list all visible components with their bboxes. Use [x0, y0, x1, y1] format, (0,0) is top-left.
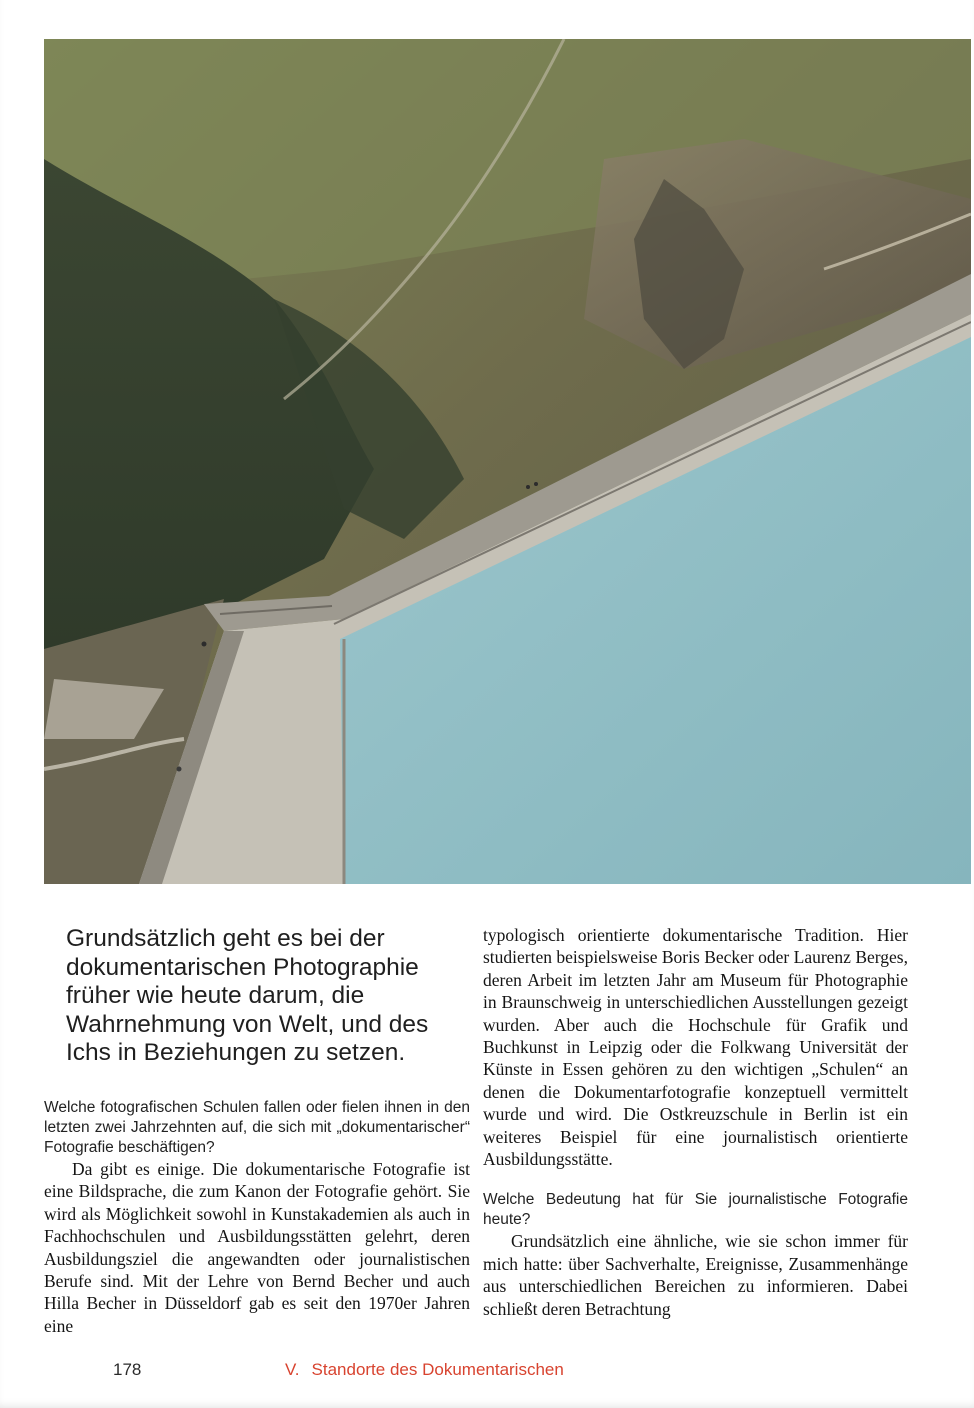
dam-photograph [44, 39, 971, 884]
interview-answer-1: Da gibt es einige. Die dokumentarische Fotografie ist eine Bildsprache, die zum Kanon der Fotografie gehört. Sie wird als Möglichkeit sowohl in Kunstakademien als auch in Fachhochschulen und Ausbildungsstätten gelehrt, deren Ausbildungsziel die angewandten oder journalistischen Berufe sind. Mit der Lehre von Bernd Becher und auch Hilla Becher in Düsseldorf gab es seit den 1970er Jahren eine [44, 1159, 470, 1336]
interview-answer-1-continued: typologisch orientierte dokumentarische Tradition. Hier studierten beispielsweise Boris Becker oder Laurenz Berges, deren Arbeit im letzten Jahr am Museum für Photographie in Braunschweig in unterschiedlichen Ausstellungen gezeigt wurden. Aber auch die Hochschule für Grafik und Buchkunst in Leipzig oder die Folkwang Universität der Künste in Essen gehören zu den wichtigen „Schulen“ an denen die Dokumentarfotografie konzeptuell vermittelt wurde und wird. Die Ostkreuzschule in Berlin ist ein weiteres Beispiel für eine journalistisch orientierte Ausbildungsstätte. [483, 925, 908, 1170]
pull-quote: Grundsätzlich geht es bei der dokumentarischen Photographie früher wie heute darum, die Wahrnehmung von Welt, und des Ichs in Beziehungen zu setzen. [66, 925, 429, 1066]
right-column [483, 924, 908, 1320]
left-column [44, 1098, 470, 1337]
chapter-heading [285, 1360, 564, 1380]
chapter-title: Standorte des Dokumentarischen [311, 1360, 564, 1379]
chapter-number: V. [285, 1360, 300, 1379]
interview-question-2: Welche Bedeutung hat für Sie journalistische Fotografie heute? [483, 1191, 908, 1229]
page-number: 178 [113, 1360, 142, 1379]
interview-question-1: Welche fotografischen Schulen fallen oder fielen ihnen in den letzten zwei Jahrzehnten auf, die sich mit „dokumentarischer“ Fotografie beschäftigen? [44, 1099, 470, 1156]
dam-landscape-illustration [44, 39, 971, 884]
interview-answer-2: Grundsätzlich eine ähnliche, wie sie schon immer für mich hatte: über Sachverhalte, Ereignisse, Zusammenhänge aus unterschiedlichen Bereichen zu informieren. Dabei schließt deren Betrachtung [483, 1231, 908, 1319]
